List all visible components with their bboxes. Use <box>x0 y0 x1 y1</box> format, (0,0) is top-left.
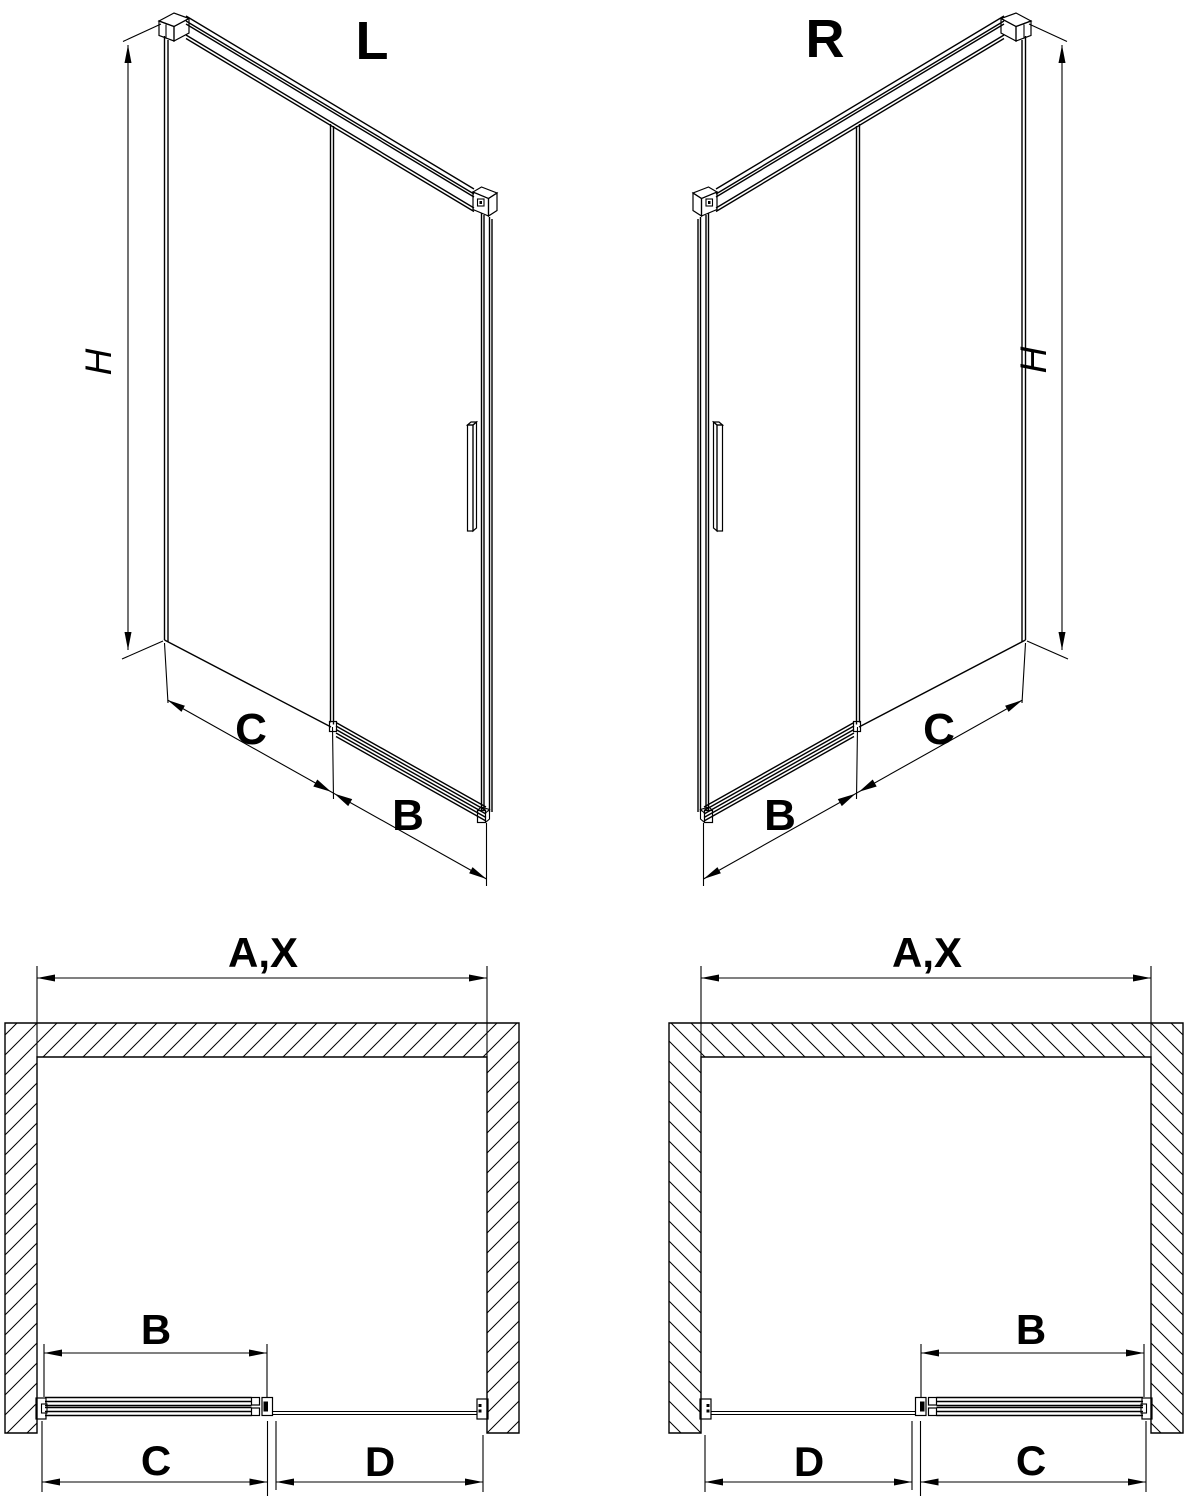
plan-label-entry-left: D <box>364 1438 396 1485</box>
plan-label-overall-left: A,X <box>227 929 299 976</box>
plan-label-door-right: B <box>1015 1306 1047 1353</box>
dim-label-fixed-left: C <box>235 705 267 754</box>
view-label-right: R <box>805 9 845 69</box>
plan-label-entry-right: D <box>793 1438 825 1485</box>
plan-label-overall-right: A,X <box>891 929 963 976</box>
dim-label-height-left: H <box>78 348 119 376</box>
dim-label-fixed-right: C <box>923 705 955 754</box>
plan-label-fixed-right: C <box>1015 1437 1047 1484</box>
dim-label-door-right: B <box>764 791 796 840</box>
view-label-left: L <box>355 11 389 71</box>
dim-label-door-left: B <box>392 791 424 840</box>
dim-label-height-right: H <box>1013 346 1054 374</box>
plan-label-fixed-left: C <box>140 1437 172 1484</box>
plan-label-door-left: B <box>140 1306 172 1353</box>
